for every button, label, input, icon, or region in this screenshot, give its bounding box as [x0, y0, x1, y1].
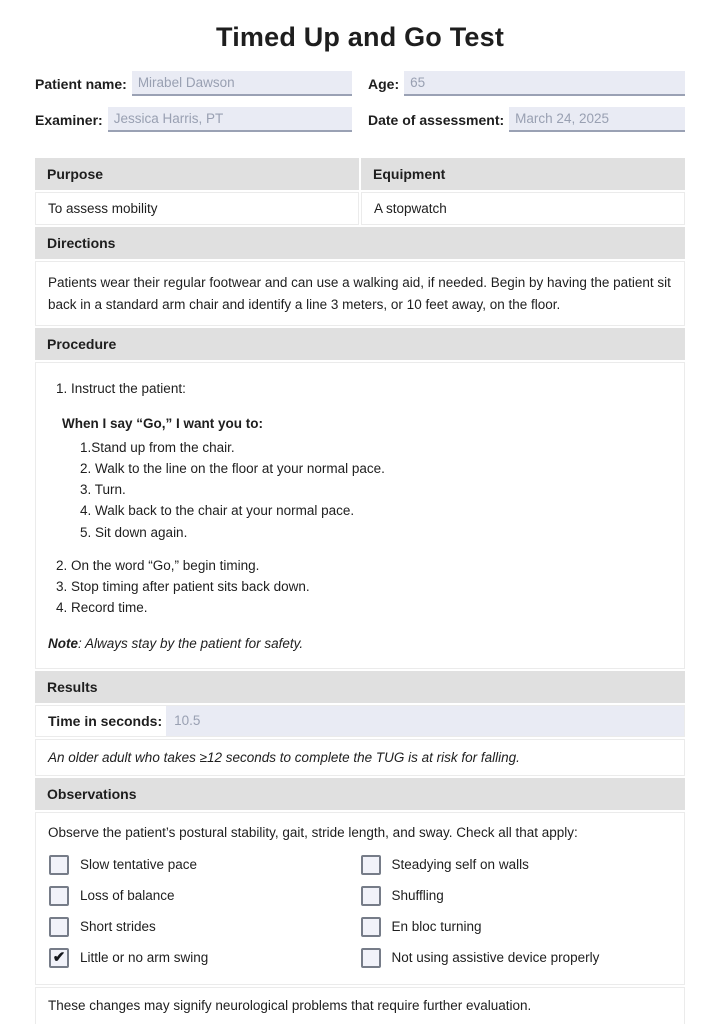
- checkbox-label: En bloc turning: [391, 919, 482, 935]
- equipment-header: Equipment: [361, 158, 685, 190]
- checkbox-en-bloc-turning[interactable]: [361, 917, 673, 937]
- time-in-seconds-label: Time in seconds:: [48, 712, 163, 729]
- procedure-content: [35, 362, 685, 669]
- checkbox-not-using-assistive-device-properly[interactable]: [361, 948, 673, 968]
- examiner-label: Examiner:: [35, 112, 103, 128]
- procedure-sub-step: 5. Sit down again.: [80, 524, 188, 540]
- procedure-step: 3. Stop timing after patient sits back down.: [56, 579, 310, 595]
- age-field-group: [368, 71, 685, 96]
- checkbox-icon[interactable]: [361, 948, 381, 968]
- checkbox-short-strides[interactable]: [49, 917, 361, 937]
- procedure-step: 2. On the word “Go,” begin timing.: [56, 557, 260, 573]
- procedure-instruction-heading: When I say “Go,” I want you to:: [62, 416, 264, 432]
- procedure-sub-step: 2. Walk to the line on the floor at your normal pace.: [80, 460, 385, 476]
- directions-text: Patients wear their regular footwear and can use a walking aid, if needed. Begin by having the patient sit back in a standard arm chair and identify a line 3 meters, or 10 feet away, on the floor.: [35, 261, 685, 326]
- page-title: Timed Up and Go Test: [215, 22, 505, 52]
- examiner-field-group: [35, 107, 352, 132]
- assessment-date-label: Date of assessment:: [368, 112, 505, 128]
- observations-header: Observations: [35, 778, 685, 810]
- checkbox-icon[interactable]: [361, 917, 381, 937]
- time-in-seconds-row: [35, 705, 685, 737]
- checkbox-label: Little or no arm swing: [80, 950, 209, 966]
- note-text: : Always stay by the patient for safety.: [78, 635, 304, 651]
- note-label: Note: [48, 635, 78, 651]
- observations-content: [35, 812, 685, 985]
- procedure-later-steps: [56, 556, 672, 619]
- checkbox-label: Slow tentative pace: [80, 857, 198, 873]
- checkbox-label: Loss of balance: [80, 888, 175, 904]
- purpose-header: Purpose: [35, 158, 359, 190]
- checkbox-loss-of-balance[interactable]: [49, 886, 361, 906]
- checkbox-icon[interactable]: [49, 886, 69, 906]
- time-in-seconds-input[interactable]: 10.5: [166, 706, 684, 736]
- checkbox-icon[interactable]: [49, 855, 69, 875]
- fall-risk-note: An older adult who takes ≥12 seconds to complete the TUG is at risk for falling.: [35, 739, 685, 776]
- results-header: Results: [35, 671, 685, 703]
- procedure-sub-step: 1.Stand up from the chair.: [80, 439, 235, 455]
- procedure-sub-steps: [80, 438, 672, 543]
- procedure-step: 4. Record time.: [56, 600, 148, 616]
- observations-footer-note: These changes may signify neurological problems that require further evaluation.: [35, 987, 685, 1024]
- procedure-safety-note: [48, 634, 672, 654]
- patient-name-label: Patient name:: [35, 76, 127, 92]
- age-label: Age:: [368, 76, 400, 92]
- form-table: [35, 158, 685, 1024]
- checkbox-shuffling[interactable]: [361, 886, 673, 906]
- purpose-value: To assess mobility: [35, 192, 359, 225]
- checkbox-steadying-self-on-walls[interactable]: [361, 855, 673, 875]
- assessment-date-input[interactable]: March 24, 2025: [509, 107, 685, 132]
- checkbox-icon[interactable]: [361, 855, 381, 875]
- checkbox-slow-tentative-pace[interactable]: [49, 855, 361, 875]
- directions-header: Directions: [35, 227, 685, 259]
- procedure-header: Procedure: [35, 328, 685, 360]
- checkbox-icon[interactable]: [49, 917, 69, 937]
- checkbox-label: Not using assistive device properly: [391, 950, 600, 966]
- checkbox-label: Short strides: [80, 919, 156, 935]
- checkbox-little-or-no-arm-swing[interactable]: [49, 948, 361, 968]
- equipment-value: A stopwatch: [361, 192, 685, 225]
- assessment-date-field-group: [368, 107, 685, 132]
- purpose-equipment-value-row: [35, 192, 685, 225]
- patient-name-input[interactable]: Mirabel Dawson: [132, 71, 352, 96]
- checkbox-label: Shuffling: [391, 888, 444, 904]
- checkbox-label: Steadying self on walls: [391, 857, 529, 873]
- examiner-input[interactable]: Jessica Harris, PT: [108, 107, 352, 132]
- procedure-step-1: 1. Instruct the patient:: [56, 381, 186, 397]
- observations-checkbox-grid: [48, 855, 672, 968]
- checkbox-icon[interactable]: [361, 886, 381, 906]
- age-input[interactable]: 65: [404, 71, 685, 96]
- patient-name-field-group: [35, 71, 352, 96]
- patient-info-section: [35, 71, 685, 132]
- observations-intro: Observe the patient’s postural stability, gait, stride length, and sway. Check all that apply:: [48, 824, 578, 840]
- checkbox-checked-icon[interactable]: ✔: [49, 948, 69, 968]
- procedure-sub-step: 3. Turn.: [80, 482, 126, 498]
- procedure-sub-step: 4. Walk back to the chair at your normal pace.: [80, 503, 355, 519]
- purpose-equipment-header-row: [35, 158, 685, 190]
